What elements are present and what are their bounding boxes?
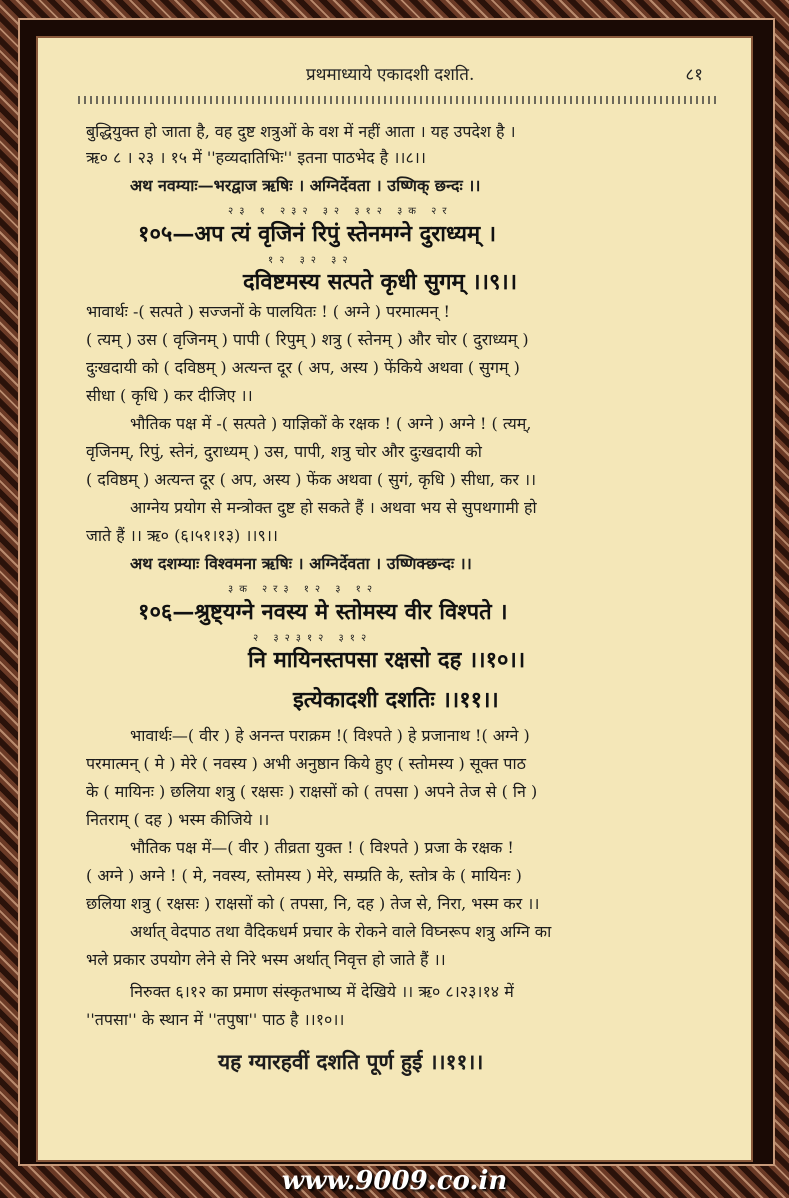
text-line-m1: १०५—अप त्यं वृजिनं रिपुं स्तेनमग्ने दुराध्यम् । <box>138 221 497 247</box>
text-line-l5: ( त्यम् ) उस ( वृजिनम् ) पापी ( रिपुम् ) शत्रु ( स्तेनम् ) और चोर ( दुराध्यम् ) <box>86 330 529 349</box>
text-line-l22: भले प्रकार उपयोग लेने से निरे भस्म अर्थात् निवृत्त हो जाते हैं ।। <box>86 950 446 969</box>
text-line-m3: १०६—श्रुष्ट्यग्ने नवस्य मे स्तोमस्य वीर विश्पते । <box>138 599 508 625</box>
text-line-m2: दविष्टमस्य सत्पते कृधी सुगम् ।।९।। <box>243 269 518 295</box>
text-line-l20: छलिया शत्रु ( रक्षसः ) राक्षसों को ( तपसा, नि, दह ) तेज से, निरा, भस्म कर ।। <box>86 894 540 913</box>
text-line-l21: अर्थात् वेदपाठ तथा वैदिकधर्म प्रचार के रोकने वाले विघ्नरूप शत्रु अग्नि का <box>130 922 552 941</box>
text-line-s2: १२ ३२ ३२ <box>268 255 354 266</box>
text-line-l11: आग्नेय प्रयोग से मन्त्रोक्त दुष्ट हो सकते हैं । अथवा भय से सुपथगामी हो <box>130 498 537 517</box>
text-line-l18: भौतिक पक्ष में—( वीर ) तीव्रता युक्त ! ( विश्पते ) प्रजा के रक्षक ! <box>130 838 514 857</box>
text-line-l12: जाते हैं ।। ऋ० (६।५१।१३) ।।९।। <box>86 526 278 545</box>
text-line-l8: भौतिक पक्ष में -( सत्पते ) याज्ञिकों के रक्षक ! ( अग्ने ) अग्ने ! ( त्यम्, <box>130 414 532 433</box>
text-line-l19: ( अग्ने ) अग्ने ! ( मे, नवस्य, स्तोमस्य ) मेरे, सम्प्रति के, स्तोत्र के ( मायिनः ) <box>86 866 522 885</box>
header-ornament-divider <box>78 96 718 104</box>
text-line-l14: भावार्थः—( वीर ) हे अनन्त पराक्रम !( विश्पते ) हे प्रजानाथ !( अग्ने ) <box>130 726 530 745</box>
text-line-l9: वृजिनम्, रिपुं, स्तेनं, दुराध्यम् ) उस, पापी, शत्रु चोर और दुःखदायी को <box>86 442 482 461</box>
page-header <box>38 62 751 90</box>
text-line-l6: दुःखदायी को ( दविष्ठम् ) अत्यन्त दूर ( अप, अस्य ) फेंकिये अथवा ( सुगम् ) <box>86 358 520 377</box>
text-line-l7: सीधा ( कृधि ) कर दीजिए ।। <box>86 386 253 405</box>
text-line-l13: अथ दशम्याः विश्वमना ऋषिः । अग्निर्देवता । उष्णिक्छन्दः ।। <box>130 554 472 573</box>
text-line-s1: २३ १ २३२ ३२ ३१२ ३क २र <box>228 206 453 217</box>
chapter-title: प्रथमाध्याये एकादशी दशति. <box>306 65 475 85</box>
text-line-l2: ऋ० ८ । २३ । १५ में ''हव्यदातिभिः'' इतना पाठभेद है ।।८।। <box>86 148 426 167</box>
text-line-l10: ( दविष्ठम् ) अत्यन्त दूर ( अप, अस्य ) फेंक अथवा ( सुगं, कृधि ) सीधा, कर ।। <box>86 470 537 489</box>
text-line-l17: नितराम् ( दह ) भस्म कीजिये ।। <box>86 810 270 829</box>
text-line-f1: यह ग्यारहवीं दशति पूर्ण हुई ।।११।। <box>218 1049 484 1074</box>
text-line-l16: के ( मायिनः ) छलिया शत्रु ( रक्षसः ) राक्षसों को ( तपसा ) अपने तेज से ( नि ) <box>86 782 538 801</box>
text-line-l4: भावार्थः -( सत्पते ) सज्जनों के पालयितः ! ( अग्ने ) परमात्मन् ! <box>86 302 450 321</box>
page-number: ८१ <box>685 65 703 85</box>
text-line-m5: इत्येकादशी दशतिः ।।११।। <box>293 687 499 713</box>
text-line-l24: ''तपसा'' के स्थान में ''तपुषा'' पाठ है ।।१०।। <box>86 1010 345 1029</box>
text-line-l3: अथ नवम्याः—भरद्वाज ऋषिः । अग्निर्देवता । उष्णिक् छन्दः ।। <box>130 176 481 195</box>
text-line-l23: निरुक्त ६।१२ का प्रमाण संस्कृतभाष्य में देखिये ।। ऋ० ८।२३।१४ में <box>130 982 514 1001</box>
text-line-l15: परमात्मन् ( मे ) मेरे ( नवस्य ) अभी अनुष्ठान किये हुए ( स्तोमस्य ) सूक्त पाठ <box>86 754 526 773</box>
text-line-s3: ३क २र३ १२ ३ १२ <box>228 584 379 595</box>
book-page <box>36 36 753 1162</box>
text-line-m4: नि मायिनस्तपसा रक्षसो दह ।।१०।। <box>248 647 526 673</box>
text-line-l1: बुद्धियुक्त हो जाता है, वह दुष्ट शत्रुओं के वश में नहीं आता । यह उपदेश है । <box>86 122 516 141</box>
text-line-s4: २ ३२३१२ ३१२ <box>253 633 373 644</box>
website-watermark: www.9009.co.in <box>281 1166 508 1196</box>
